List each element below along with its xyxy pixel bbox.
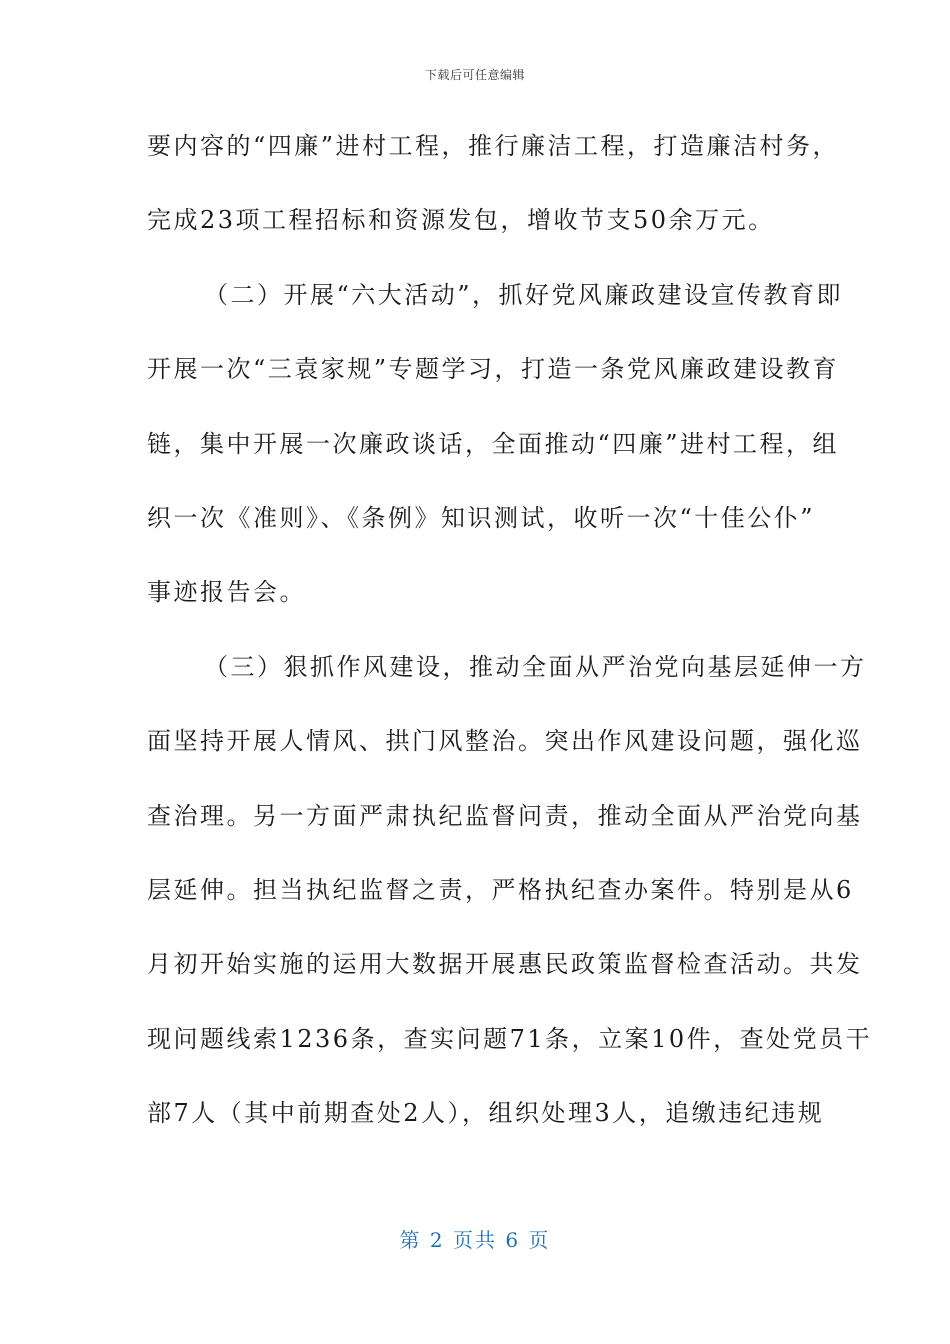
document-body <box>147 126 873 1167</box>
body-line: 完成23项工程招标和资源发包，增收节支50余万元。 <box>147 206 775 235</box>
body-line: 面坚持开展人情风、拱门风整治。突出作风建设问题，强化巡 <box>147 727 863 756</box>
body-line: 开展一次“三袁家规”专题学习，打造一条党风廉政建设教育 <box>147 355 840 384</box>
body-line: 事迹报告会。 <box>147 578 306 607</box>
body-line: 现问题线索1236条，查实问题71条，立案10件，查处党员干 <box>147 1024 873 1053</box>
body-line: （二）开展“六大活动”，抓好党风廉政建设宣传教育即 <box>204 280 844 309</box>
body-line: 链，集中开展一次廉政谈话，全面推动“四廉”进村工程，组 <box>147 429 840 458</box>
body-line: 查治理。另一方面严肃执纪监督问责，推动全面从严治党向基 <box>147 801 863 830</box>
body-line: 部7人（其中前期查处2人），组织处理3人，追缴违纪违规 <box>147 1099 825 1128</box>
page-number-footer: 第 2 页共 6 页 <box>399 1228 551 1252</box>
body-line: 要内容的“四廉”进村工程，推行廉洁工程，打造廉洁村务， <box>147 132 840 160</box>
body-line: 织一次《准则》、《条例》知识测试，收听一次“十佳公仆” <box>147 503 816 532</box>
body-line: （三）狠抓作风建设，推动全面从严治党向基层延伸一方 <box>204 652 867 681</box>
page-header: 下载后可任意编辑 <box>424 68 525 82</box>
body-line: 月初开始实施的运用大数据开展惠民政策监督检查活动。共发 <box>147 950 863 979</box>
body-line: 层延伸。担当执纪监督之责，严格执纪查办案件。特别是从6 <box>147 875 854 904</box>
